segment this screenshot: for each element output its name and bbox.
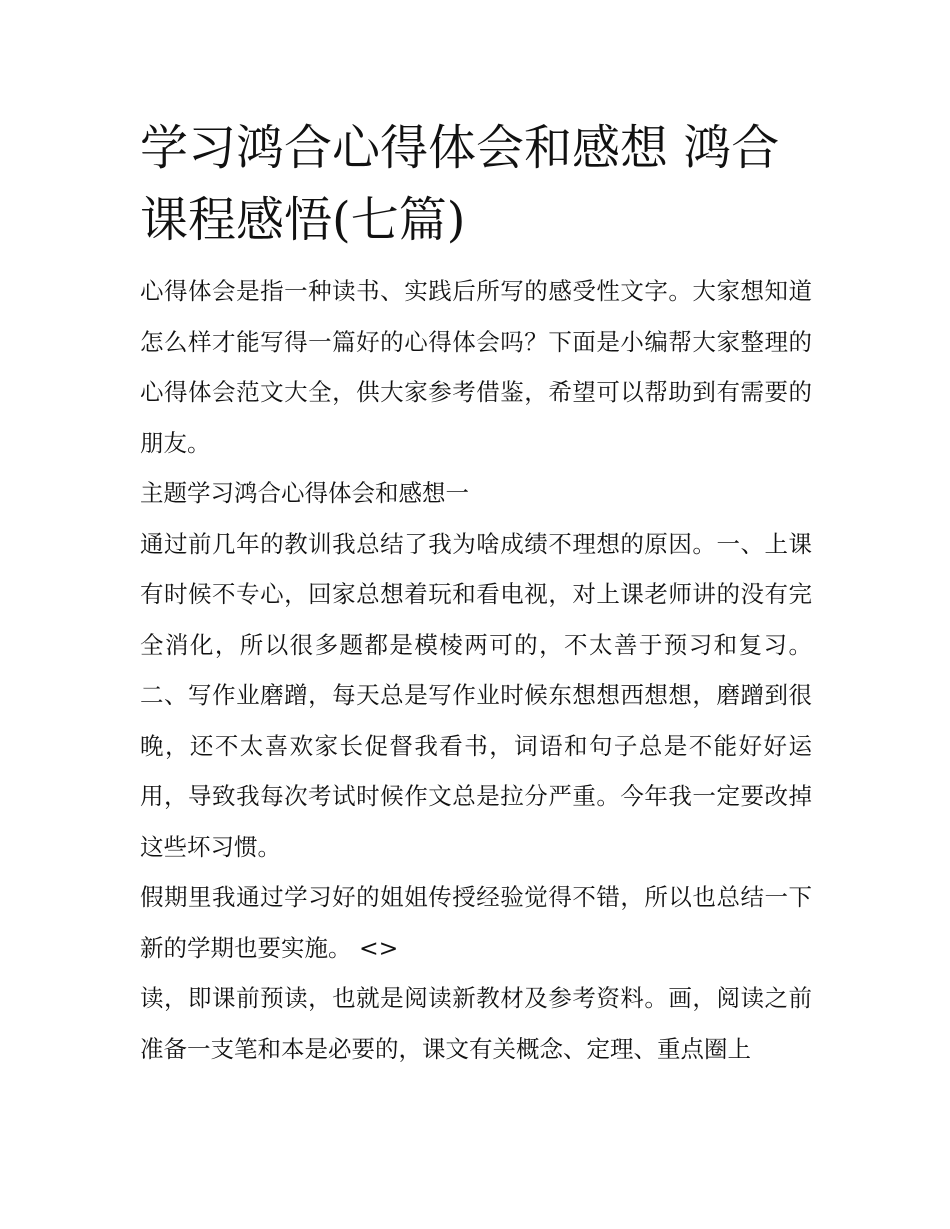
body-paragraph: 读，即课前预读，也就是阅读新教材及参考资料。画，阅读之前准备一支笔和本是必要的，课文有关概念、定理、重点圈上 — [140, 984, 812, 1063]
section-heading: 主题学习鸿合心得体会和感想一 — [140, 479, 469, 507]
intro-paragraph: 心得体会是指一种读书、实践后所写的感受性文字。大家想知道怎么样才能写得一篇好的心得体会吗？下面是小编帮大家整理的心得体会范文大全，供大家参考借鉴，希望可以帮助到有需要的朋友。 — [140, 277, 812, 457]
body-paragraph: 假期里我通过学习好的姐姐传授经验觉得不错，所以也总结一下新的学期也要实施。 <> — [140, 883, 812, 962]
document-body — [140, 112, 812, 1074]
body-paragraph: 通过前几年的教训我总结了我为啥成绩不理想的原因。一、上课有时候不专心，回家总想着玩和看电视，对上课老师讲的没有完全消化，所以很多题都是模棱两可的，不太善于预习和复习。二、写作业磨蹭，每天总是写作业时候东想想西想想，磨蹭到很晚，还不太喜欢家长促督我看书，词语和句子总是不能好好运用，导致我每次考试时候作文总是拉分严重。今年我一定要改掉这些坏习惯。 — [140, 529, 812, 861]
document-title: 学习鸿合心得体会和感想 鸿合课程感悟(七篇) — [140, 120, 780, 248]
